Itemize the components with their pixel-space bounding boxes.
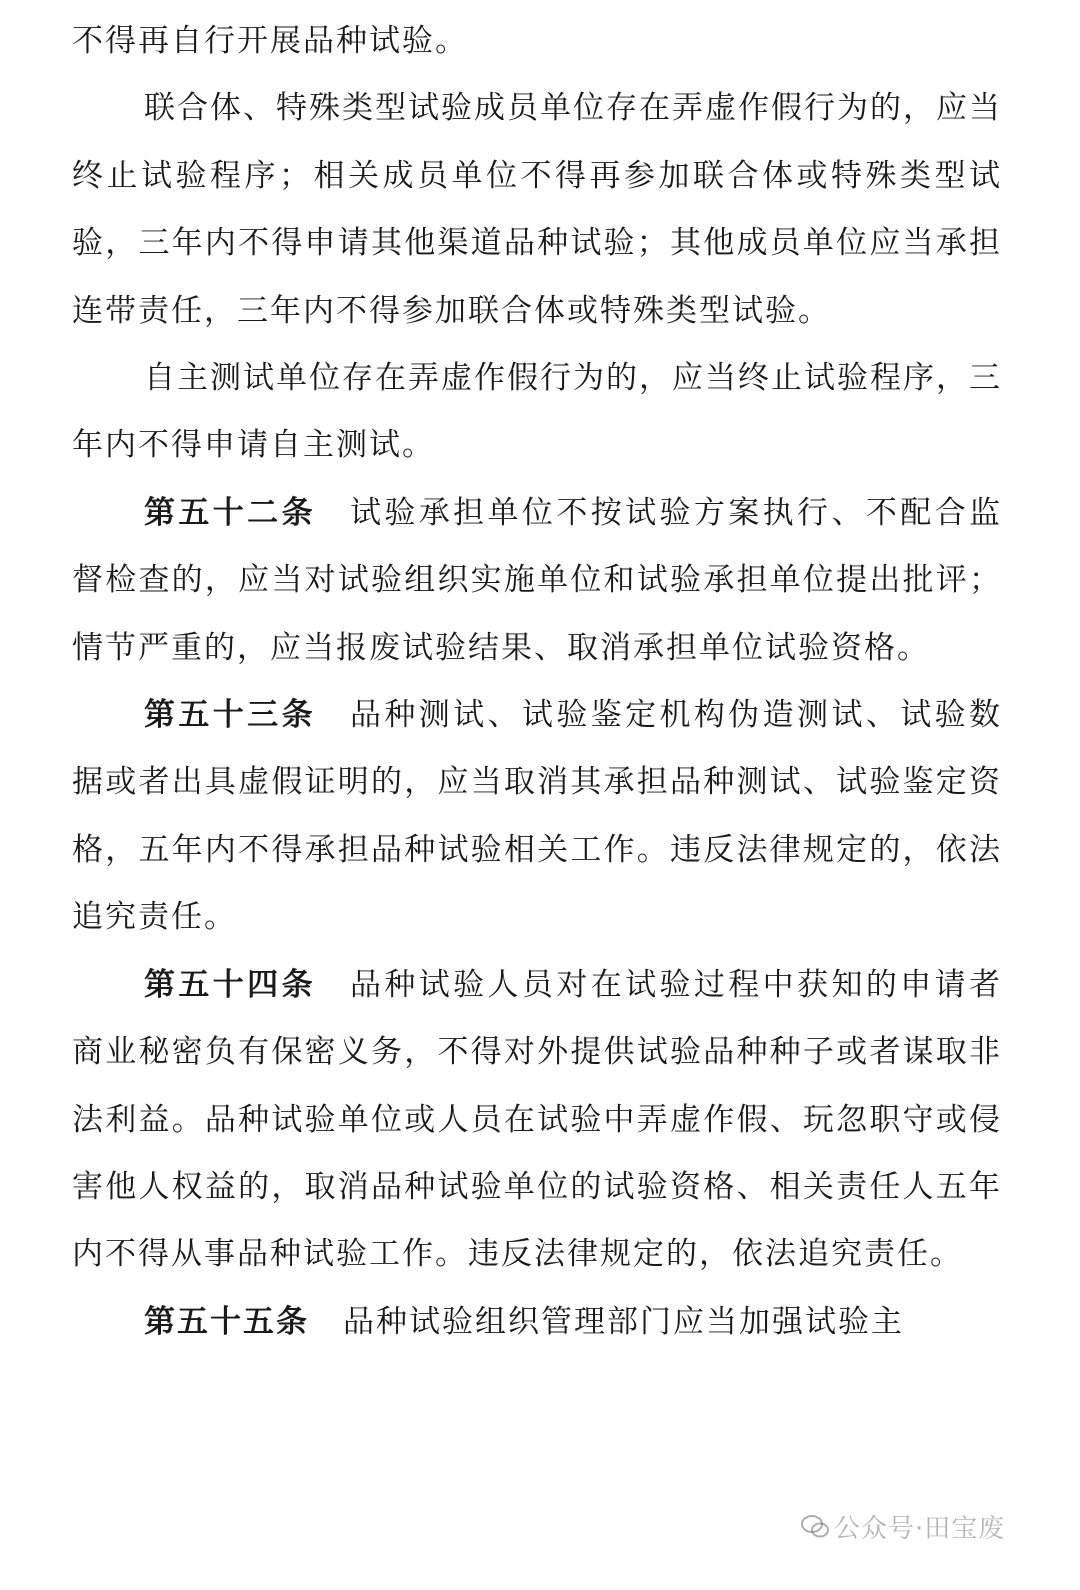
article-54 bbox=[72, 952, 1002, 1289]
article-53 bbox=[72, 682, 1002, 952]
article-number: 第五十三条 bbox=[144, 697, 316, 734]
watermark-text: 公众号·田宝废 bbox=[834, 1514, 1006, 1544]
article-text: 试验承担单位不按试验方案执行、不配合监督检查的，应当对试验组织实施单位和试验承担单位提出批评；情节严重的，应当报废试验结果、取消承担单位试验资格。 bbox=[72, 494, 1003, 666]
paragraph-text: 联合体、特殊类型试验成员单位存在弄虚作假行为的，应当终止试验程序；相关成员单位不得再参加联合体或特殊类型试验，三年内不得申请其他渠道品种试验；其他成员单位应当承担连带责任，三年内不得参加联合体或特殊类型试验。 bbox=[72, 90, 1002, 329]
article-number: 第五十五条 bbox=[144, 1303, 309, 1340]
watermark bbox=[800, 1508, 1005, 1545]
article-text: 品种试验组织管理部门应当加强试验主 bbox=[343, 1303, 904, 1340]
article-number: 第五十二条 bbox=[144, 494, 316, 531]
document-body bbox=[72, 8, 1002, 1356]
article-number: 第五十四条 bbox=[144, 966, 316, 1003]
paragraph-1 bbox=[72, 75, 1002, 345]
article-text: 品种试验人员对在试验过程中获知的申请者商业秘密负有保密义务，不得对外提供试验品种种子或者谋取非法利益。品种试验单位或人员在试验中弄虚作假、玩忽职守或侵害他人权益的，取消品种试验单位的试验资格、相关责任人五年内不得从事品种试验工作。违反法律规定的，依法追究责任。 bbox=[72, 966, 1003, 1273]
paragraph-2 bbox=[72, 345, 1002, 480]
article-55 bbox=[72, 1289, 1002, 1356]
article-52 bbox=[72, 480, 1002, 682]
wechat-icon bbox=[800, 1514, 830, 1540]
paragraph-0 bbox=[72, 8, 1002, 75]
article-text: 品种测试、试验鉴定机构伪造测试、试验数据或者出具虚假证明的，应当取消其承担品种测试、试验鉴定资格，五年内不得承担品种试验相关工作。违反法律规定的，依法追究责任。 bbox=[72, 697, 1003, 936]
paragraph-text: 不得再自行开展品种试验。 bbox=[72, 23, 468, 59]
paragraph-text: 自主测试单位存在弄虚作假行为的，应当终止试验程序，三年内不得申请自主测试。 bbox=[72, 360, 1002, 464]
